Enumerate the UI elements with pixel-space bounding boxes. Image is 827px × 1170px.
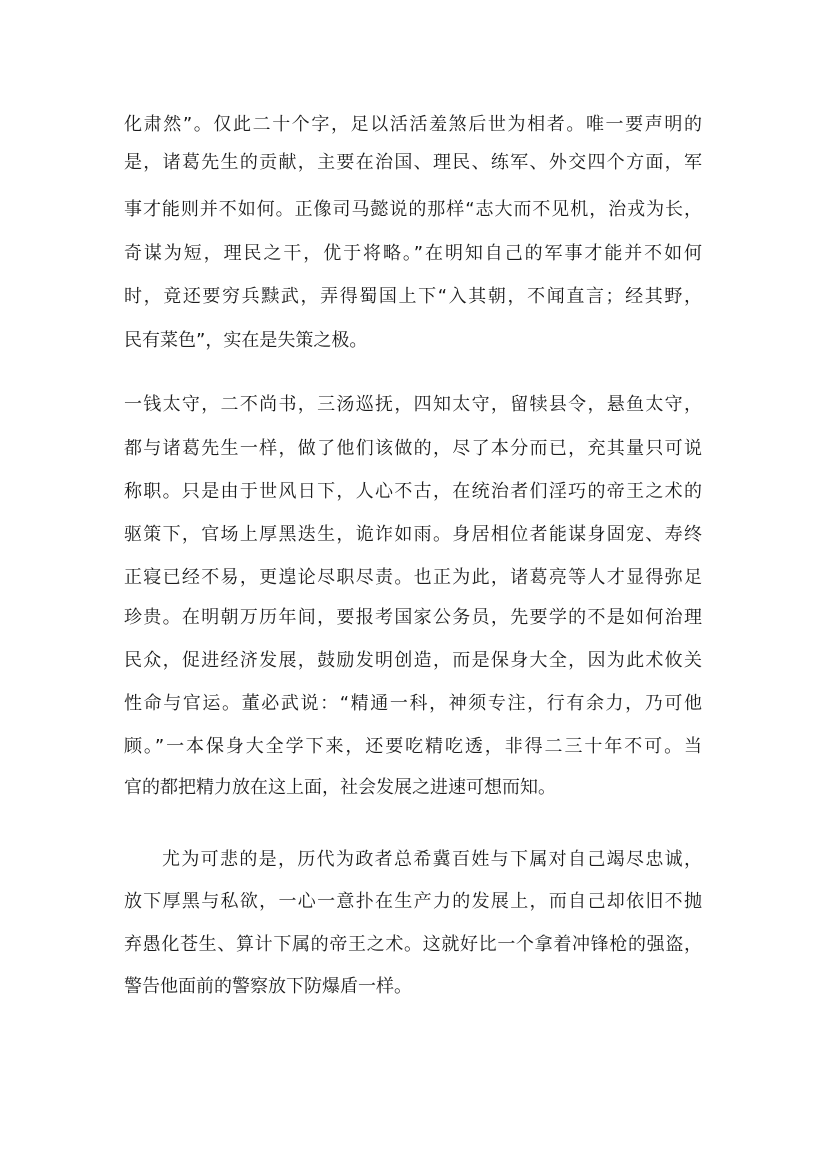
- paragraph-3-line-3: 弃愚化苍生、算计下属的帝王之术。这就好比一个拿着冲锋枪的强盗，: [124, 934, 702, 955]
- paragraph-2-line-8: 性命与官运。董必武说：“精通一科，神须专注，行有余力，乃可他: [124, 693, 702, 714]
- paragraph-2-line-6: 珍贵。在明朝万历年间，要报考国家公务员，先要学的不是如何治理: [124, 607, 702, 628]
- paragraph-2-line-2: 都与诸葛先生一样，做了他们该做的，尽了本分而已，充其量只可说: [124, 438, 702, 459]
- paragraph-3-line-1: 尤为可悲的是，历代为政者总希冀百姓与下属对自己竭尽忠诚，: [162, 849, 702, 870]
- paragraph-1-line-5: 时，竟还要穷兵黩武，弄得蜀国上下“入其朝，不闻直言；经其野，: [124, 286, 702, 307]
- paragraph-1-line-1: 化肃然”。仅此二十个字，足以活活羞煞后世为相者。唯一要声明的: [124, 114, 702, 135]
- paragraph-2-line-5: 正寝已经不易，更遑论尽职尽责。也正为此，诸葛亮等人才显得弥足: [124, 567, 702, 588]
- paragraph-1-line-2: 是，诸葛先生的贡献，主要在治国、理民、练军、外交四个方面，军: [124, 152, 702, 173]
- paragraph-3-line-4: 警告他面前的警察放下防爆盾一样。: [124, 976, 412, 997]
- paragraph-3-line-2: 放下厚黑与私欲，一心一意扑在生产力的发展上，而自己却依旧不抛: [124, 891, 702, 912]
- paragraph-2-line-10: 官的都把精力放在这上面，社会发展之进速可想而知。: [124, 777, 556, 798]
- paragraph-2-line-4: 驱策下，官场上厚黑迭生，诡诈如雨。身居相位者能谋身固宠、寿终: [124, 524, 702, 545]
- paragraph-2-line-7: 民众，促进经济发展，鼓励发明创造，而是保身大全，因为此术攸关: [124, 650, 702, 671]
- paragraph-2-line-3: 称职。只是由于世风日下，人心不古，在统治者们淫巧的帝王之术的: [124, 481, 702, 502]
- paragraph-1-line-3: 事才能则并不如何。正像司马懿说的那样“志大而不见机，治戎为长，: [124, 199, 702, 220]
- paragraph-2-line-1: 一钱太守，二不尚书，三汤巡抚，四知太守，留犊县令，悬鱼太守，: [124, 394, 702, 415]
- paragraph-2-line-9: 顾。”一本保身大全学下来，还要吃精吃透，非得二三十年不可。当: [124, 736, 702, 757]
- paragraph-1-line-6: 民有菜色”，实在是失策之极。: [124, 330, 368, 351]
- paragraph-1-line-4: 奇谋为短，理民之干，优于将略。”在明知自己的军事才能并不如何: [124, 243, 702, 264]
